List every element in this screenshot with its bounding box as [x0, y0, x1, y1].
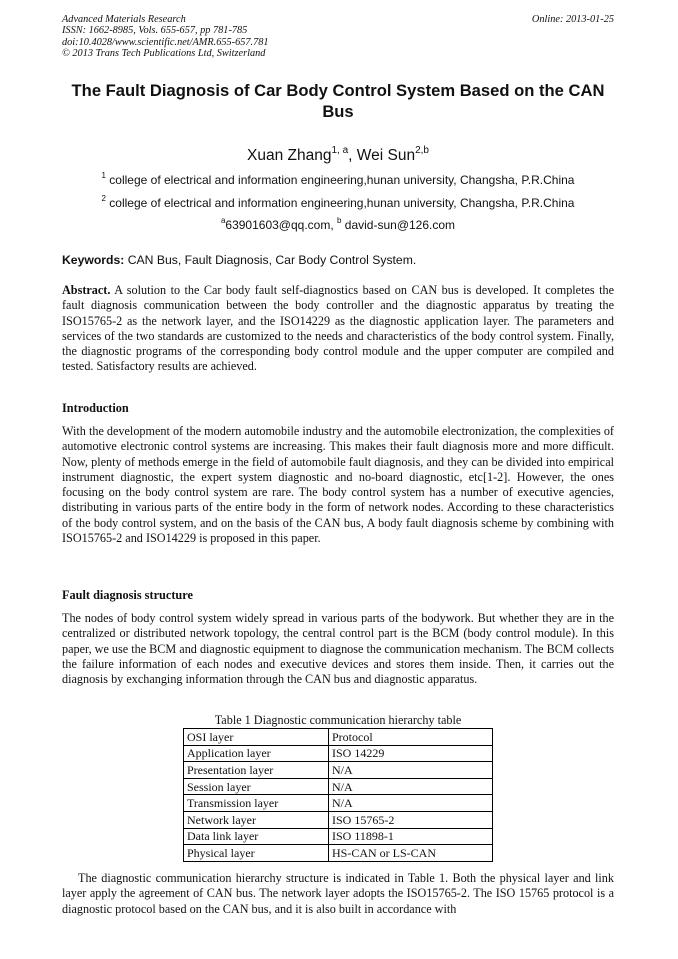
- table-cell: Application layer: [184, 745, 329, 762]
- table-caption: Table 1 Diagnostic communication hierarchy table: [214, 713, 462, 727]
- table-cell: Transmission layer: [184, 795, 329, 812]
- issn-line: ISSN: 1662-8985, Vols. 655-657, pp 781-785: [62, 25, 248, 37]
- table-row: [184, 845, 493, 862]
- online-date: Online: 2013-01-25: [531, 14, 614, 25]
- table-cell: ISO 11898-1: [329, 828, 493, 845]
- author-separator: ,: [348, 147, 357, 164]
- table-cell: HS-CAN or LS-CAN: [329, 845, 493, 862]
- table-cell: Session layer: [184, 778, 329, 795]
- journal-header: [62, 14, 269, 60]
- email-a: 63901603@qq.com,: [225, 218, 337, 232]
- affiliation-text: college of electrical and information engineering,hunan university, Changsha, P.R.China: [109, 196, 575, 210]
- keywords: [62, 252, 614, 268]
- affiliation-number: 1: [101, 171, 106, 180]
- author-2: Wei Sun: [356, 147, 416, 164]
- table-cell: ISO 14229: [329, 745, 493, 762]
- author-2-superscript: 2,b: [415, 144, 429, 156]
- table-row: [184, 778, 493, 795]
- table-row: [184, 828, 493, 845]
- affiliation-text: college of electrical and information engineering,hunan university, Changsha, P.R.China: [109, 173, 575, 187]
- fault-structure-heading: Fault diagnosis structure: [62, 588, 193, 602]
- email-a-superscript: a: [220, 216, 226, 225]
- affiliation-1: [62, 172, 614, 188]
- table-row: [184, 795, 493, 812]
- author-line: [62, 146, 614, 166]
- table-cell: Physical layer: [184, 845, 329, 862]
- copyright-line: © 2013 Trans Tech Publications Ltd, Switzerland: [62, 48, 266, 60]
- table-row: [184, 811, 493, 828]
- abstract: [62, 283, 614, 375]
- keywords-label: Keywords:: [62, 253, 125, 267]
- hierarchy-table: [183, 728, 493, 862]
- affiliation-number: 2: [101, 194, 106, 203]
- table-cell: ISO 15765-2: [329, 811, 493, 828]
- table-cell: N/A: [329, 778, 493, 795]
- introduction-heading: Introduction: [62, 401, 129, 415]
- table-cell: OSI layer: [184, 729, 329, 746]
- abstract-label: Abstract.: [62, 283, 111, 297]
- email-b: david-sun@126.com: [341, 218, 456, 232]
- table-cell: Data link layer: [184, 828, 329, 845]
- table-cell: Presentation layer: [184, 762, 329, 779]
- email-b-superscript: b: [337, 216, 342, 225]
- table-cell: Protocol: [329, 729, 493, 746]
- affiliation-2: [62, 195, 614, 211]
- table-cell: N/A: [329, 795, 493, 812]
- email-line: [62, 217, 614, 233]
- author-1-superscript: 1, a: [331, 144, 349, 156]
- table-cell: Network layer: [184, 811, 329, 828]
- table-row: [184, 745, 493, 762]
- table-cell: N/A: [329, 762, 493, 779]
- introduction-paragraph: With the development of the modern automobile industry and the automobile electronization, the complexities of automotive electronic control systems are increasing. This makes their fault diagnosis more and more difficult. Now, plenty of methods emerge in the field of automobile fault diagnosis, and they can be divided into empirical instrument diagnostic, the expert system diagnostic and no-board diagnostic, etc[1-2]. However, the ones focusing on the body control system are rare. The body control system has a number of executive agencies, distributing in various parts of the entire body in the form of network nodes. According to these characteristics of the body control system, and on the basis of the CAN bus, A body fault diagnosis scheme by combining with ISO15765-2 and ISO14229 is proposed in this paper.: [62, 424, 614, 546]
- journal-name: Advanced Materials Research: [62, 14, 186, 25]
- paper-title: The Fault Diagnosis of Car Body Control System Based on the CAN Bus: [71, 81, 605, 121]
- abstract-text: A solution to the Car body fault self-diagnostics based on CAN bus is developed. It completes the fault diagnosis communication between the body controller and the diagnostic apparatus by treating the ISO15765-2 as the network layer, and the ISO14229 as the diagnostic application layer. The parameters and services of the two standards are customized to the needs and characteristics of the body control system. Finally, the diagnostic programs of the corresponding body control module and the upper computer are compiled and tested. Satisfactory results are achieved.: [62, 283, 614, 374]
- fault-structure-paragraph: The nodes of body control system widely spread in various parts of the bodywork. But whether they are in the centralized or distributed network topology, the central control part is the BCM (body control module). In this paper, we use the BCM and diagnostic equipment to diagnose the communication mechanism. The BCM collects the failure information of each nodes and executive devices and stores them inside. Then, it carries out the diagnosis by exchanging information through the CAN bus and diagnostic apparatus.: [62, 611, 615, 687]
- closing-paragraph: The diagnostic communication hierarchy structure is indicated in Table 1. Both the physical layer and link layer apply the agreement of CAN bus. The network layer adopts the ISO15765-2. The ISO 15765 protocol is a diagnostic protocol based on the CAN bus, and it is also built in accordance with: [62, 871, 614, 916]
- keywords-text: CAN Bus, Fault Diagnosis, Car Body Control System.: [124, 253, 417, 267]
- table-row: [184, 729, 493, 746]
- table-row: [184, 762, 493, 779]
- author-1: Xuan Zhang: [247, 147, 332, 164]
- doi-line: doi:10.4028/www.scientific.net/AMR.655-657.781: [62, 36, 269, 48]
